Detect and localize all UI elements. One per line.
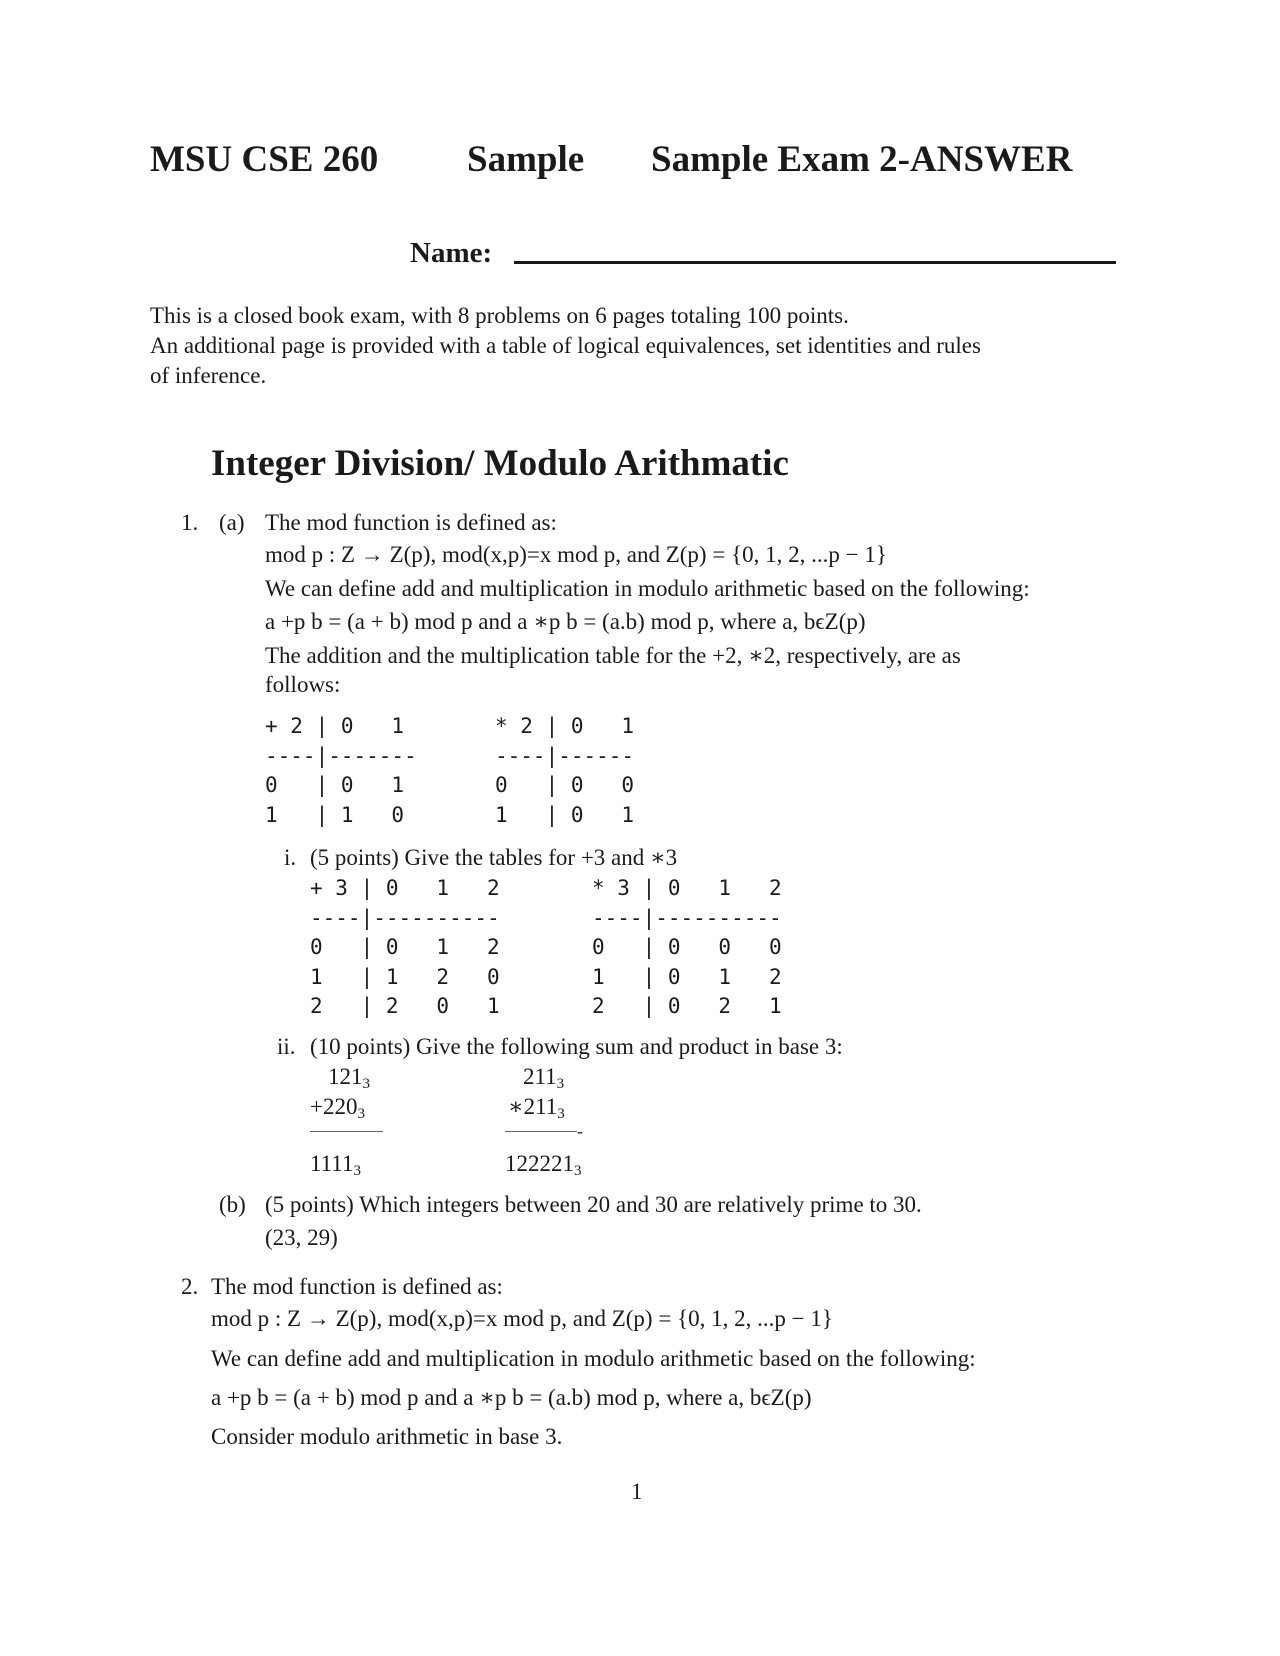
sum-operand-b: $+220_3$ xyxy=(310,1094,365,1122)
subpart-ii-text: (10 points) Give the following sum and product in base 3: xyxy=(310,1034,843,1059)
product-rule xyxy=(505,1131,577,1132)
intro-line-1: This is a closed book exam, with 8 problems on 6 pages totaling 100 points. xyxy=(150,303,849,328)
name-field-line[interactable] xyxy=(514,261,1116,264)
p1a-line-2 xyxy=(265,541,887,569)
subpart-i-text: (5 points) Give the tables for +3 and ∗3 xyxy=(310,845,678,870)
course-title: MSU CSE 260 xyxy=(150,139,379,180)
part-a-label: (a) xyxy=(219,510,245,535)
p1a-line-2-text: mod p : Z → Z(p), mod(x,p)=x mod p, and Z(p) = {0, 1, 2, ...p − 1} xyxy=(265,542,887,567)
section-title: Integer Division/ Modulo Arithmatic xyxy=(211,443,789,484)
problem-1-number: 1. xyxy=(181,510,199,535)
p1a-line-4: a +p b = (a + b) mod p and a ∗p b = (a.b) mod p, where a, bϵZ(p) xyxy=(265,609,866,634)
mul-table-mod-3: * 3 | 0 1 2 ----|---------- 0 | 0 0 0 1 | 0 1 2 2 | 0 2 1 xyxy=(592,876,782,1018)
p1a-line-1: The mod function is defined as: xyxy=(265,510,557,535)
product-result: $122221_3$ xyxy=(505,1151,582,1179)
name-label: Name: xyxy=(410,237,493,269)
p1a-line-6: follows: xyxy=(265,672,341,697)
p2-line-2: mod p : Z → Z(p), mod(x,p)=x mod p, and Z(p) = {0, 1, 2, ...p − 1} xyxy=(211,1306,833,1331)
add-table-mod-3: + 3 | 0 1 2 ----|---------- 0 | 0 1 2 1 | 1 2 0 2 | 2 0 1 xyxy=(310,876,500,1018)
subpart-ii-label: ii. xyxy=(277,1034,296,1059)
p2-line-3: We can define add and multiplication in modulo arithmetic based on the following: xyxy=(211,1346,976,1371)
add-table-mod-2: + 2 | 0 1 ----|------- 0 | 0 1 1 | 1 0 xyxy=(265,714,417,827)
p1a-line-3: We can define add and multiplication in modulo arithmetic based on the following: xyxy=(265,576,1030,601)
p2-line-4: a +p b = (a + b) mod p and a ∗p b = (a.b) mod p, where a, bϵZ(p) xyxy=(211,1385,812,1410)
exam-title: Sample Exam 2-ANSWER xyxy=(651,139,1073,180)
product-rule-tail: - xyxy=(577,1121,583,1141)
intro-line-2: An additional page is provided with a table of logical equivalences, set identities and rules xyxy=(150,333,981,358)
product-operand-a: $211_3$ xyxy=(523,1064,565,1092)
part-b-answer: (23, 29) xyxy=(265,1225,338,1250)
page-number: 1 xyxy=(631,1479,643,1504)
part-b-text: (5 points) Which integers between 20 and 30 are relatively prime to 30. xyxy=(265,1192,922,1217)
problem-2-number: 2. xyxy=(181,1274,199,1299)
part-b-label: (b) xyxy=(219,1192,246,1217)
p2-line-1: The mod function is defined as: xyxy=(211,1274,503,1299)
product-operand-b: $∗211_3$ xyxy=(508,1094,565,1122)
sum-result: $1111_3$ xyxy=(310,1151,361,1179)
sum-operand-a: $121_3$ xyxy=(328,1064,370,1092)
p2-line-5: Consider modulo arithmetic in base 3. xyxy=(211,1424,563,1449)
mul-table-mod-2: * 2 | 0 1 ----|------ 0 | 0 0 1 | 0 1 xyxy=(495,714,635,827)
intro-line-3: of inference. xyxy=(150,363,267,388)
subpart-i-label: i. xyxy=(284,845,297,870)
sample-label: Sample xyxy=(467,139,585,180)
sum-rule xyxy=(310,1131,383,1132)
p1a-line-5: The addition and the multiplication table for the +2, ∗2, respectively, are as xyxy=(265,643,961,668)
